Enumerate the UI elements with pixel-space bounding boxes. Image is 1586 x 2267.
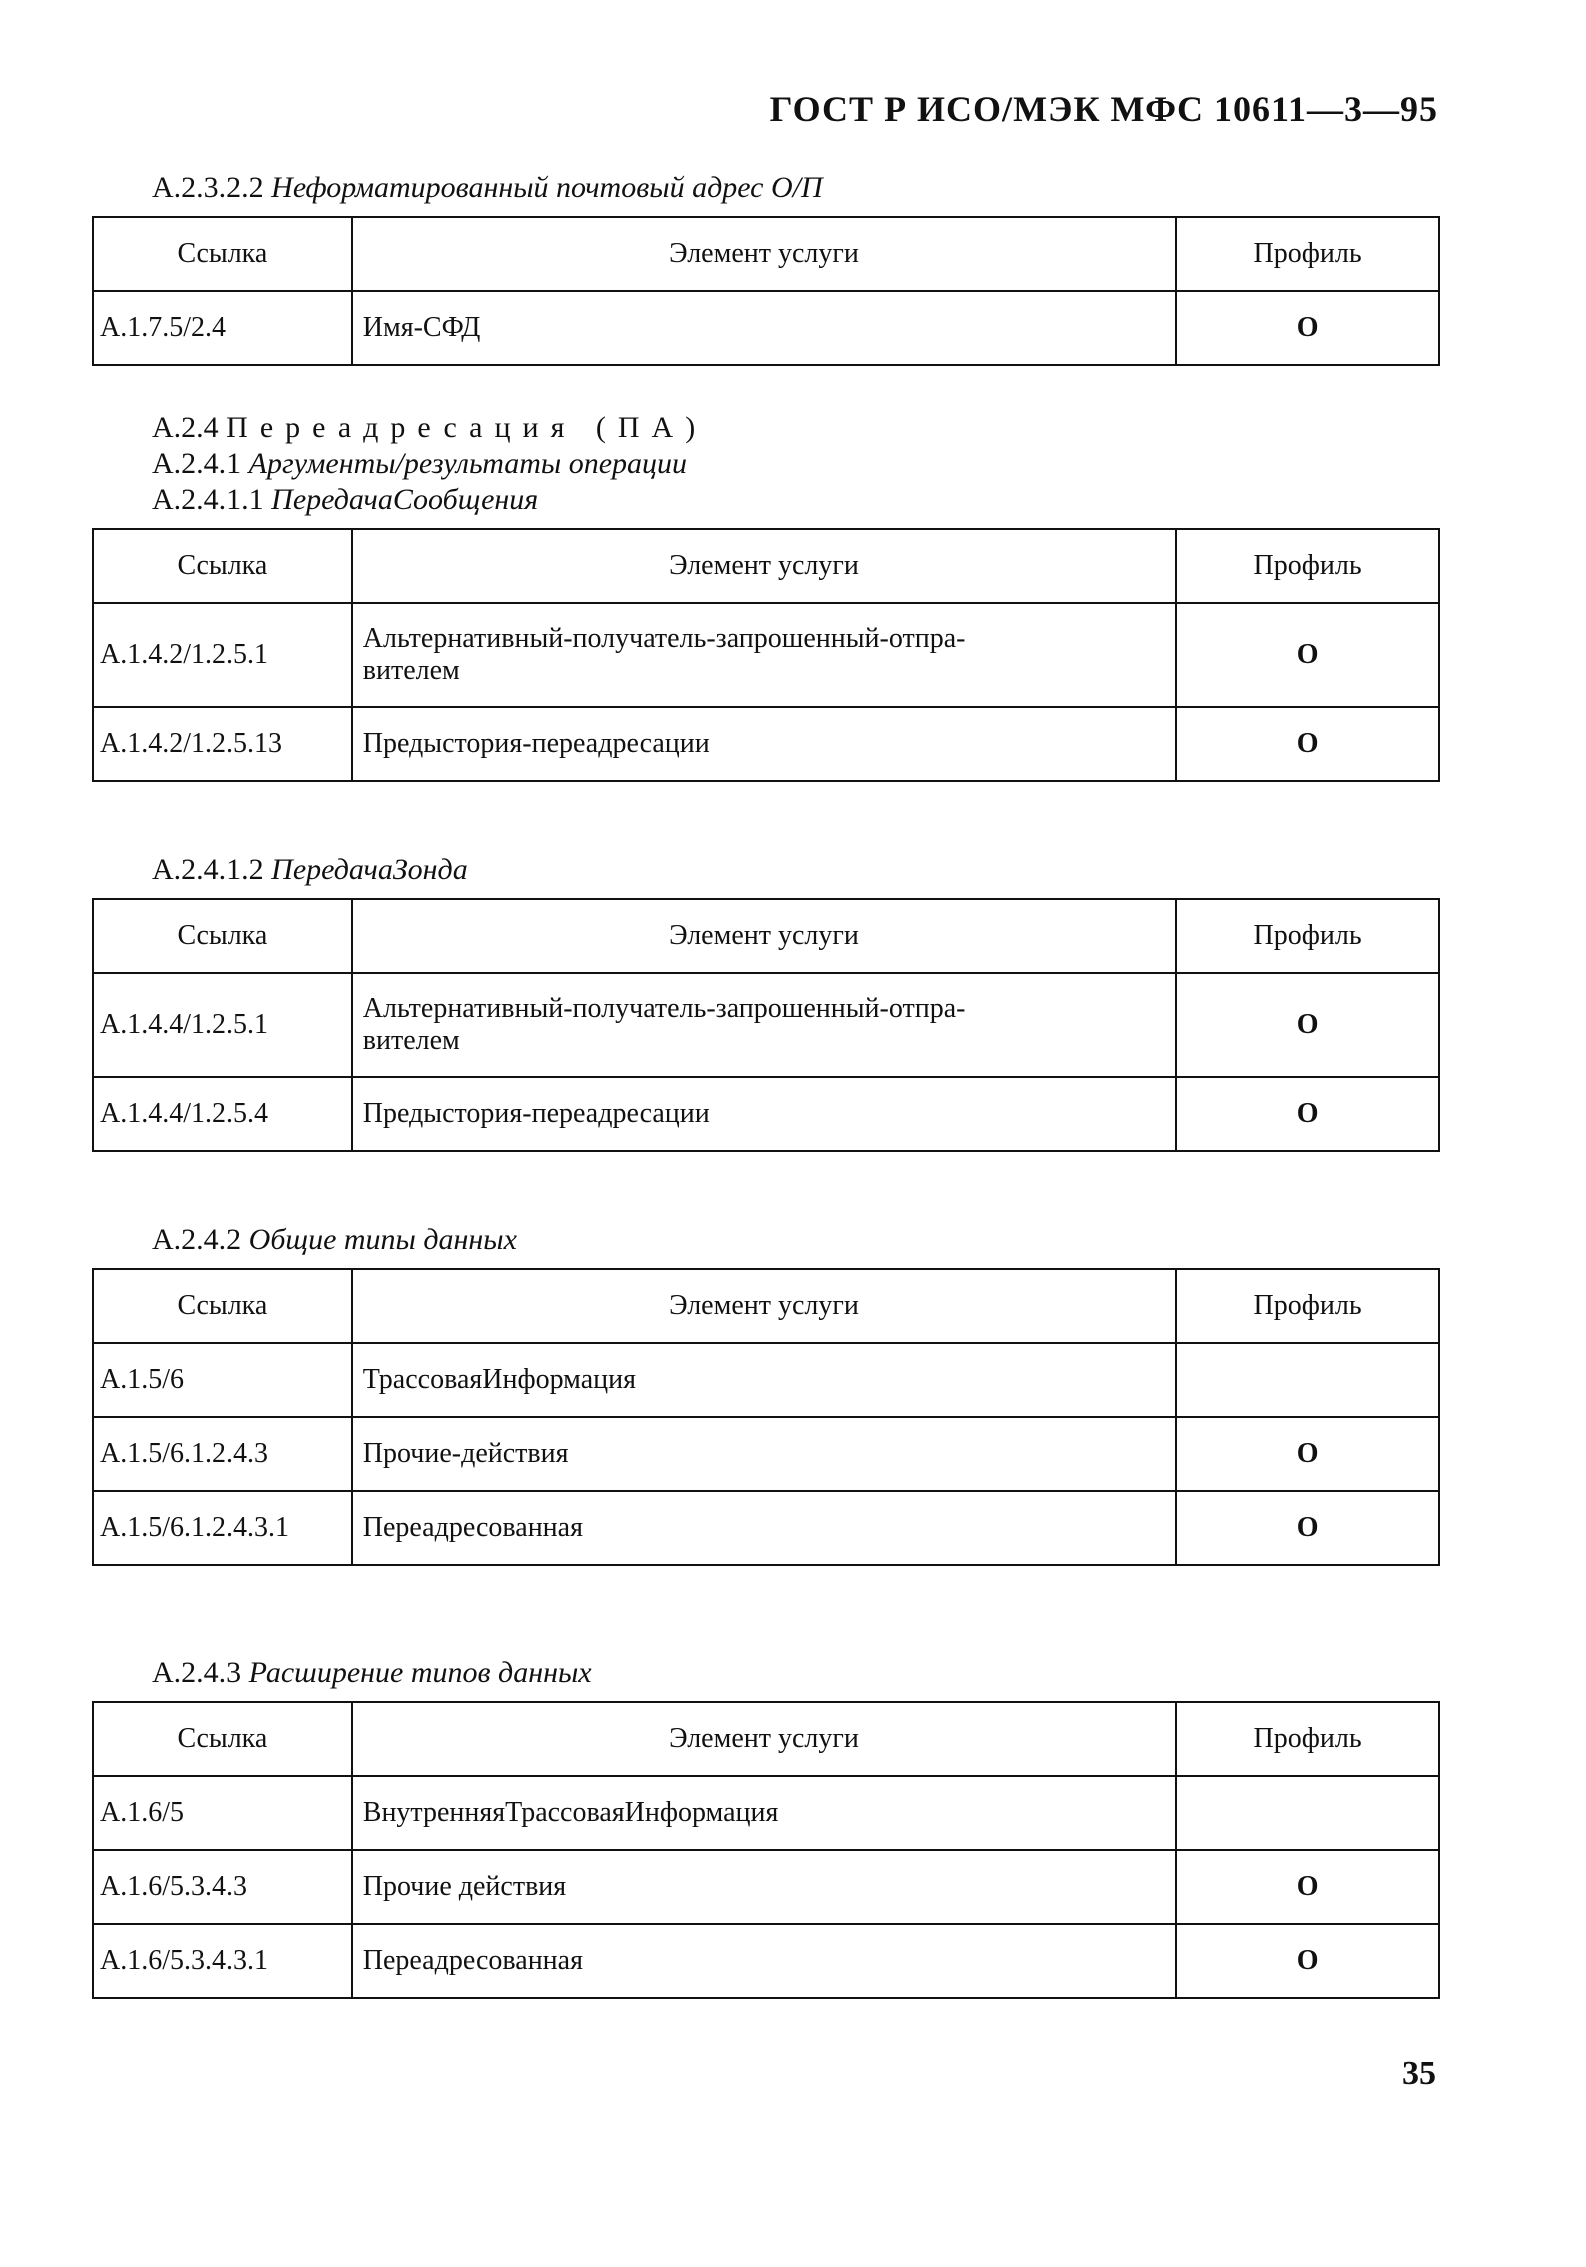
cell-element: Переадресованная [352,1924,1176,1998]
section-title: Общие типы данных [248,1223,517,1256]
section-number: А.2.4.1.2 [152,853,264,886]
table-row [93,1850,1439,1924]
col-ref-header: Ссылка [93,217,352,291]
cell-ref: А.1.6/5.3.4.3.1 [93,1924,352,1998]
section-number: А.2.3.2.2 [152,171,264,204]
section-title: Аргументы/результаты операции [248,447,688,480]
col-ref-header: Ссылка [93,899,352,973]
cell-element: Прочие-действия [352,1417,1176,1491]
col-profile-header: Профиль [1176,1702,1439,1776]
table-row [93,603,1439,707]
section-heading [152,852,1440,888]
table-header-row [93,1702,1439,1776]
col-ref-header: Ссылка [93,1269,352,1343]
cell-profile: О [1176,1850,1439,1924]
table-row [93,1077,1439,1151]
section-a242 [92,1222,1440,1566]
cell-ref: А.1.4.4/1.2.5.1 [93,973,352,1077]
cell-profile: О [1176,1077,1439,1151]
section-number: А.2.4.1 [152,447,242,480]
section-heading [152,170,1440,206]
cell-profile [1176,1776,1439,1850]
cell-profile: О [1176,291,1439,365]
cell-ref: А.1.5/6 [93,1343,352,1417]
col-profile-header: Профиль [1176,217,1439,291]
table-row [93,1776,1439,1850]
cell-element: Переадресованная [352,1491,1176,1565]
section-number: А.2.4.2 [152,1223,242,1256]
cell-element: Прочие действия [352,1850,1176,1924]
section-title: Переадресация (ПА) [226,411,708,444]
section-a2412 [92,852,1440,1152]
table-header-row [93,899,1439,973]
section-number: А.2.4 [152,411,219,444]
cell-profile [1176,1343,1439,1417]
col-ref-header: Ссылка [93,1702,352,1776]
cell-ref: А.1.4.2/1.2.5.1 [93,603,352,707]
cell-profile: О [1176,1417,1439,1491]
section-a2322 [92,170,1440,366]
table-a2322 [92,216,1440,366]
cell-ref: А.1.6/5.3.4.3 [93,1850,352,1924]
table-a243 [92,1701,1440,1999]
section-heading [152,1222,1440,1258]
cell-ref: А.1.5/6.1.2.4.3.1 [93,1491,352,1565]
section-number: А.2.4.3 [152,1656,242,1689]
table-a242 [92,1268,1440,1566]
table-row [93,973,1439,1077]
col-element-header: Элемент услуги [352,899,1176,973]
section-a243 [92,1655,1440,1999]
table-row [93,291,1439,365]
cell-profile: О [1176,973,1439,1077]
col-element-header: Элемент услуги [352,217,1176,291]
document-header: ГОСТ Р ИСО/МЭК МФС 10611—3—95 [769,89,1438,129]
section-title: ПередачаЗонда [271,853,468,886]
cell-element: Предыстория-переадресации [352,707,1176,781]
cell-element: ВнутренняяТрассоваяИнформация [352,1776,1176,1850]
table-row [93,1924,1439,1998]
cell-element: Альтернативный-получатель-запрошенный-отпра- вителем [352,603,1176,707]
table-a2412 [92,898,1440,1152]
col-profile-header: Профиль [1176,899,1439,973]
section-title: ПередачаСообщения [271,483,539,516]
section-a24 [92,410,1440,782]
cell-profile: О [1176,707,1439,781]
subsection-heading [152,446,1440,482]
col-profile-header: Профиль [1176,1269,1439,1343]
cell-ref: А.1.4.4/1.2.5.4 [93,1077,352,1151]
table-a2411 [92,528,1440,782]
table-row [93,707,1439,781]
section-title: Расширение типов данных [248,1656,592,1689]
col-profile-header: Профиль [1176,529,1439,603]
cell-element: Альтернативный-получатель-запрошенный-отпра- вителем [352,973,1176,1077]
section-number: А.2.4.1.1 [152,483,264,516]
section-title: Неформатированный почтовый адрес О/П [271,171,823,204]
cell-profile: О [1176,1924,1439,1998]
cell-element: ТрассоваяИнформация [352,1343,1176,1417]
col-element-header: Элемент услуги [352,529,1176,603]
cell-ref: А.1.7.5/2.4 [93,291,352,365]
cell-profile: О [1176,1491,1439,1565]
subsection-heading [152,482,1440,518]
col-element-header: Элемент услуги [352,1269,1176,1343]
table-header-row [93,1269,1439,1343]
cell-ref: А.1.5/6.1.2.4.3 [93,1417,352,1491]
cell-profile: О [1176,603,1439,707]
table-header-row [93,529,1439,603]
col-element-header: Элемент услуги [352,1702,1176,1776]
table-row [93,1417,1439,1491]
cell-element: Имя-СФД [352,291,1176,365]
table-row [93,1491,1439,1565]
page-number: 35 [1402,2055,1436,2092]
section-heading [152,410,1440,446]
table-row [93,1343,1439,1417]
cell-ref: А.1.6/5 [93,1776,352,1850]
table-header-row [93,217,1439,291]
cell-element: Предыстория-переадресации [352,1077,1176,1151]
cell-ref: А.1.4.2/1.2.5.13 [93,707,352,781]
section-heading [152,1655,1440,1691]
col-ref-header: Ссылка [93,529,352,603]
